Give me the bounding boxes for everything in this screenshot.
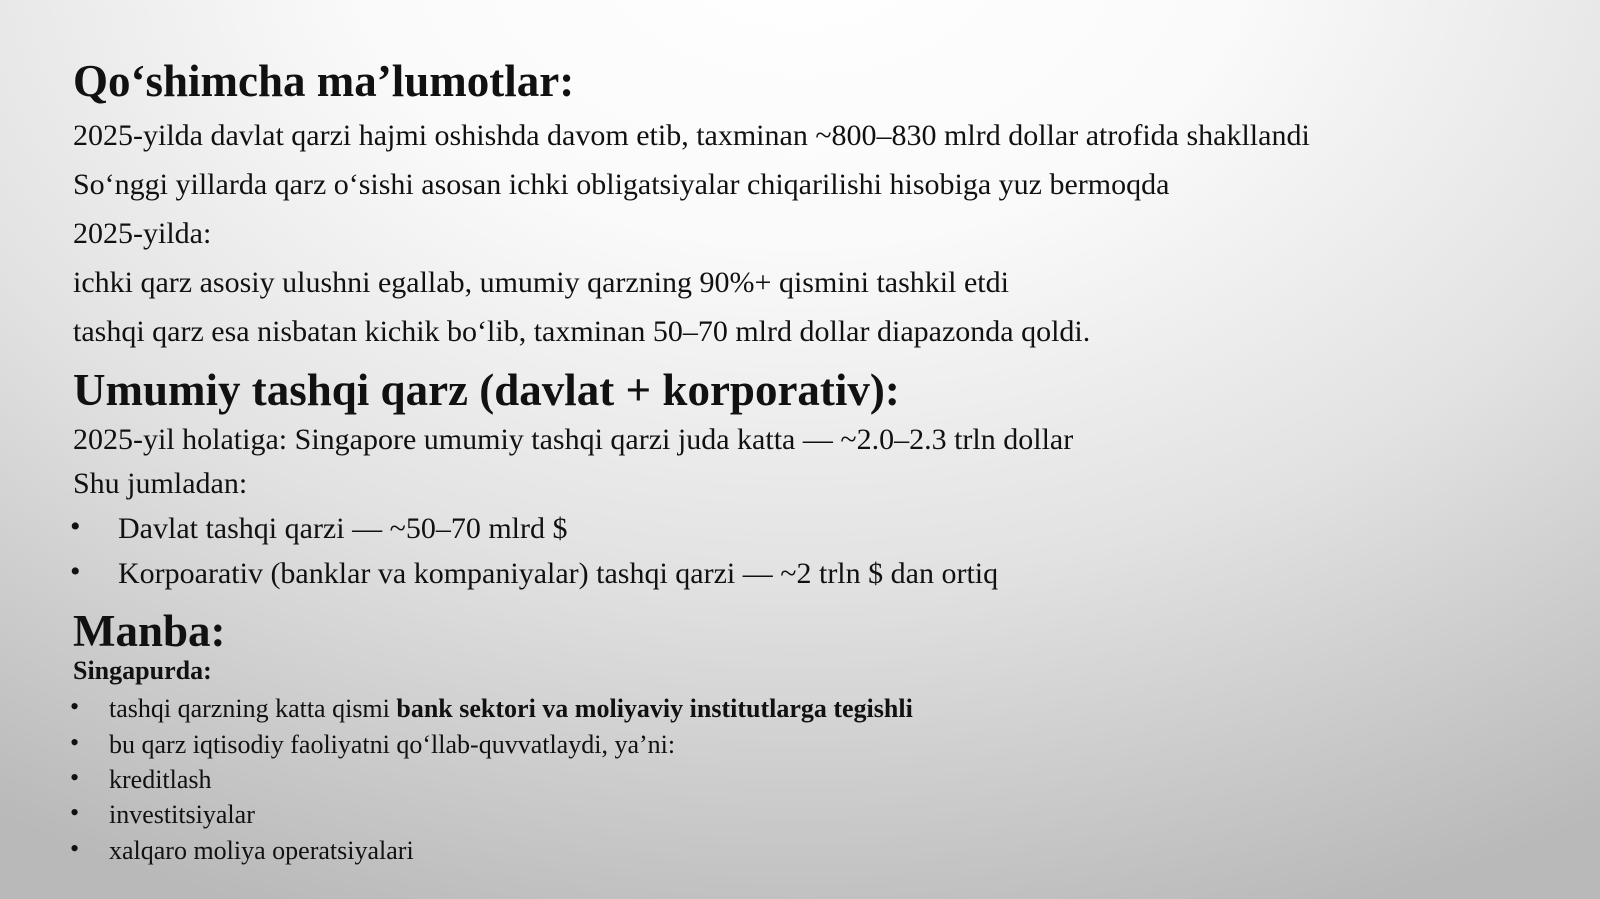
bullet-icon: •: [70, 692, 80, 721]
list-item: kreditlash: [109, 765, 212, 794]
bullet-icon: •: [70, 834, 80, 863]
bullet-icon: •: [70, 728, 80, 757]
text-line: Shu jumladan:: [73, 467, 248, 500]
bullet-icon: •: [70, 510, 81, 543]
heading-source: Manba:: [73, 606, 226, 656]
bullet-icon: •: [70, 798, 80, 827]
text-line: So‘nggi yillarda qarz o‘sishi asosan ichki obligatsiyalar chiqarilishi hisobiga yuz bermoqda: [73, 168, 1170, 201]
list-item-emphasis: bank sektori va moliyaviy institutlarga tegishli: [396, 694, 913, 723]
bullet-icon: •: [70, 555, 81, 588]
list-item: Davlat tashqi qarzi — ~50–70 mlrd $: [118, 512, 568, 545]
list-item: xalqaro moliya operatsiyalari: [109, 836, 414, 865]
text-line: 2025-yil holatiga: Singapore umumiy tashqi qarzi juda katta — ~2.0–2.3 trln dollar: [73, 423, 1074, 456]
list-item: investitsiyalar: [109, 800, 255, 829]
list-item: Korpoarativ (banklar va kompaniyalar) tashqi qarzi — ~2 trln $ dan ortiq: [118, 557, 999, 590]
heading-total-external-debt: Umumiy tashqi qarz (davlat + korporativ):: [73, 365, 900, 415]
list-item-text: tashqi qarzning katta qismi: [109, 694, 397, 723]
list-item: [109, 696, 913, 722]
bullet-icon: •: [70, 763, 80, 792]
text-line: tashqi qarz esa nisbatan kichik bo‘lib, taxminan 50–70 mlrd dollar diapazonda qoldi.: [73, 315, 1091, 348]
text-line: ichki qarz asosiy ulushni egallab, umumiy qarzning 90%+ qismini tashkil etdi: [73, 266, 1009, 299]
text-line: 2025-yilda davlat qarzi hajmi oshishda davom etib, taxminan ~800–830 mlrd dollar atrofida shakllandi: [73, 119, 1310, 152]
subheading-singapore: Singapurda:: [73, 656, 212, 685]
heading-additional-info: Qo‘shimcha ma’lumotlar:: [73, 56, 575, 106]
text-line: 2025-yilda:: [73, 217, 212, 250]
list-item: bu qarz iqtisodiy faoliyatni qo‘llab-quvvatlaydi, ya’ni:: [109, 730, 676, 759]
